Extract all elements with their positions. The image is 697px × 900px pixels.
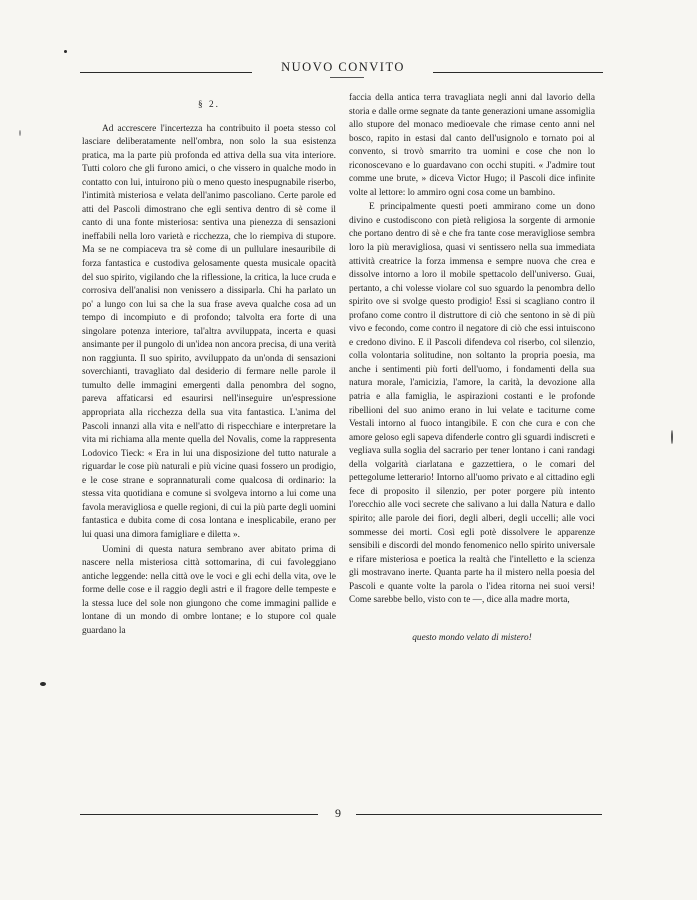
closing-verse: questo mondo velato di mistero! xyxy=(412,632,532,643)
left-paragraph-1: Ad accrescere l'incertezza ha contribuito il poeta stesso col lasciare deliberatamente nell'ombra, non solo la sua esistenza pratica, ma la parte più profonda ed attiva della sua vita interiore. Tutti coloro che gli furono amici, o che vissero in qualche modo in contatto con lui, intuirono più o meno questo inespugnabile riserbo, l'intimità misteriosa e velata dell'animo pascoliano. Certe parole ed atti del Pascoli dimostrano che egli sentiva dentro di sè come il canto di una fonte misteriosa: sentiva una pienezza di sensazioni ineffabili nella loro varietà e ricchezza, che lo riempiva di stupore. Ma se ne compiaceva tra sè come di un pullulare inesauribile di forza fantastica e custodiva gelosamente questa musicale opacità del suo spirito, vigilando che la riflessione, la critica, la luce cruda e corrosiva dell'analisi non venissero a dissiparla. Chi ha parlato un po' a lungo con lui sa che la sua frase aveva qualche cosa ad un tempo di incompiuto e di profondo; talvolta era forte di una singolare potenza interiore, tal'altra avviluppata, incerta e quasi ansimante per il pungolo di un'idea non ancora precisa, di una verità non raggiunta. Il suo spirito, avviluppato da un'onda di sensazioni soverchianti, travagliato dal desiderio di fermare nelle parole il tumulto delle immagini emergenti dalla penombra del sogno, pareva affaticarsi ed esaurirsi nell'inseguire un'espressione appropriata alla ricchezza della sua vita fantastica. L'anima del Pascoli innanzi alla vita e nell'atto di rispecchiare e interpretare la vita mi richiama alla mente quella del Novalis, come la rappresenta Lodovico Tieck: « Era in lui una disposizione del tutto naturale a riguardar le cose più naturali e più vicine quasi fossero un prodigio, e le cose strane e soprannaturali come qualcosa di ordinario: la stessa vita quotidiana e comune si svolgeva intorno a lui come una favola meravigliosa e quelle regioni, di cui la più parte degli uomini fantastica e dubita come di cosa lontana e inesplicabile, erano per lui quasi una dimora famigliare e diletta ». xyxy=(82,123,336,540)
left-column xyxy=(82,96,336,638)
left-paragraph-2: Uomini di questa natura sembrano aver abitato prima di nascere nella misteriosa città sottomarina, di cui favoleggiano antiche leggende: nella città ove le voci e gli echi della vita, ove le forme delle cose e il raggio degli astri e il fragore delle tempeste e la stessa luce del sole non giungono che come immagini pallide e lontane di un mondo di ombre lontane; e lo stupore col quale guardano la xyxy=(82,544,336,636)
page-number: 9 xyxy=(335,806,341,820)
footer-rule-right xyxy=(356,814,602,815)
right-paragraph-1: faccia della antica terra travagliata negli anni dal lavorio della storia e dalle orme segnate da tante generazioni umane assomiglia allo stupore del monaco medioevale che rimase cento anni nel bosco, rapito in estasi dal canto dell'usignolo e tornato poi al convento, si trovò smarrito tra uomini e cose che non lo riconoscevano e lo guardavano con occhi stupiti. « J'admire tout comme une brute, » diceva Victor Hugo; il Pascoli dice infinite volte al lettore: lo ammiro ogni cosa come un bambino. xyxy=(349,93,595,198)
scan-speck xyxy=(19,130,21,136)
scan-speck xyxy=(671,430,673,444)
page-header-title: NUOVO CONVITO xyxy=(281,60,405,74)
header-underline xyxy=(330,77,364,78)
header-rule-right xyxy=(433,72,603,73)
right-column xyxy=(349,92,595,645)
footer-rule-left xyxy=(80,814,318,815)
scan-speck xyxy=(64,50,67,53)
right-paragraph-2: E principalmente questi poeti ammirano come un dono divino e custodiscono con pietà religiosa la sorgente di armonie che portano dentro di sè e che fra tante cose meravigliose sembra loro la più meravigliosa, quasi vi sentissero nella sua immediata attività creatrice la forza immensa e sempre nuova che crea e dissolve intorno a loro il mobile spettacolo dell'universo. Guai, pertanto, a chi volesse violare col suo sguardo la penombra dello spirito ove si svolge questo prodigio! Essi si scagliano contro il profano come contro il distruttore di ciò che sentono in sè di più vivo e fecondo, come contro il negatore di ciò che essi intuiscono e credono divino. E il Pascoli difendeva col riserbo, col silenzio, colla volontaria solitudine, non soltanto la propria poesia, ma anche i sentimenti più forti dell'uomo, i fondamenti della sua natura morale, l'amicizia, l'amore, la carità, la devozione alla patria e alla famiglia, le aspirazioni costanti e le profonde ribellioni del suo animo erano in lui velate e taciturne come Vestali intorno al fuoco intangibile. E con che cura e con che amore geloso egli sapeva difenderle contro gli sguardi indiscreti e vegliava sulla soglia del sacrario per tener lontano i cani randagi della volgarità ciarlatana e gazzettiera, o le comari del pettegolume letterario! Intorno all'uomo privato e al cittadino egli fece di proposito il silenzio, per poter porgere più intento l'orecchio alle voci secrete che salivano a lui dalla Natura e dallo spirito; alle parole dei fiori, degli alberi, degli uccelli; alle voci sommesse dei morti. Così egli potè dissolvere le apparenze sensibili e discordi del mondo fenomenico nello spirito universale e rifare misteriosa e poetica la realtà che l'intelletto e la scienza gli mostravano inerte. Quanta parte ha il mistero nella poesia del Pascoli e quante volte la parola o l'idea ritorna nei suoi versi! Come sarebbe bello, visto con te —, dice alla madre morta, xyxy=(349,202,595,606)
scan-speck xyxy=(40,682,46,686)
header-rule-left xyxy=(80,72,252,73)
section-mark: § 2. xyxy=(198,100,220,110)
